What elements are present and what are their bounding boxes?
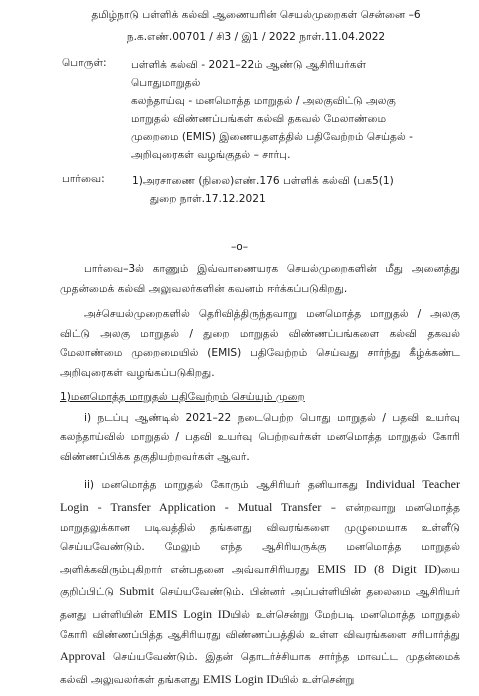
subject-line: கலந்தாய்வு - மனமொத்த மாறுதல் / அலகுவிட்டு அலகு	[131, 95, 396, 107]
paragraph-1: பார்வை–3ல் காணும் இவ்வாணையரக செயல்முறைகளின் மீது அனைத்து முதன்மைக் கல்வி அலுவலர்களின் கவனம் ஈர்க்கப்படுகிறது.	[60, 263, 460, 295]
subject-line: அறிவுரைகள் வழங்குதல் – சார்பு.	[131, 149, 291, 161]
body-text	[60, 260, 460, 696]
paragraph-4: ii) மனமொத்த மாறுதல் கோரும் ஆசிரியர் தனியாகது Individual Teacher Login - Transfer Application - Mutual Transfer – என்றவாறு மனமொத்த மாறுதலுக்கான படிவத்தில் தங்களது விவரங்களை முழுமையாக உள்ளீடு செய்யவேண்டும். மேலும் எந்த ஆசிரியருக்கு மனமொத்த மாறுதல் அளிக்கவிரும்புகிறார் என்பதனை அவ்வாசிரியரது EMIS ID (8 Digit ID)யை குறிப்பிட்டு Submit செய்யவேண்டும். பின்னர் அப்பள்ளியின் தலைமை ஆசிரியர் தனது பள்ளியின் EMIS Login IDயில் உள்சென்று மேற்படி மனமொத்த மாறுதல் கோரி விண்ணப்பித்த ஆசிரியரது விண்ணப்பத்தில் உள்ள விவரங்களை சரிபார்த்து Approval செய்யவேண்டும். இதன் தொடர்ச்சியாக சார்ந்த மாவட்ட முதன்மைக் கல்வி அலுவலர்கள் தங்களது EMIS Login IDயில் உள்சென்று	[60, 477, 461, 686]
separator-mark: –o–	[230, 241, 249, 253]
subject-line: முறைமை (EMIS) இணையதளத்தில் பதிவேற்றம் செய்தல் -	[131, 131, 413, 143]
reference-number: ந.க.எண்.00701 / சி3 / இ1 / 2022 நாள்.11.04.2022	[126, 31, 386, 43]
section-heading: 1)மனமொத்த மாறுதல் பதிவேற்றம் செய்யும் முறை	[60, 390, 305, 403]
office-header: தமிழ்நாடு பள்ளிக் கல்வி ஆணையரின் செயல்முறைகள் சென்னை –6	[91, 9, 421, 21]
references-label: பார்வை:	[62, 173, 105, 185]
subject-text	[131, 56, 431, 164]
reference-item: 1)அரசாணை (நிலை)எண்.176 பள்ளிக் கல்வி (பக5(1) துறை நாள்.17.12.2021	[132, 175, 394, 205]
references-list	[132, 172, 432, 214]
paragraph-2: அச்செயல்முறைகளில் தெரிவித்திருந்தவாறு மனமொத்த மாறுதல் / அலகு விட்டு அலகு மாறுதல் / துறை மாறுதல் விண்ணப்பங்களை கல்வி தகவல் மேலாண்மை முறைமையில் (EMIS) பதிவேற்றம் செய்வது சார்ந்து கீழ்க்கண்ட அறிவுரைகள் வழங்கப்படுகிறது.	[60, 308, 460, 379]
paragraph-3: i) நடப்பு ஆண்டில் 2021–22 நடைபெற்ற பொது மாறுதல் / பதவி உயர்வு கலந்தாய்வில் மாறுதல் / பதவி உயர்வு பெற்றவர்கள் மனமொத்த மாறுதல் கோரி விண்ணப்பிக்க தகுதியற்றவர்கள் ஆவர்.	[60, 411, 460, 463]
subject-label: பொருள்:	[62, 57, 107, 69]
subject-line: பள்ளிக் கல்வி - 2021–22ம் ஆண்டு ஆசிரியர்கள் பொதுமாறுதல்	[131, 59, 367, 89]
subject-line: மாறுதல் விண்ணப்பங்கள் கல்வி தகவல் மேலாண்மை	[131, 113, 387, 125]
